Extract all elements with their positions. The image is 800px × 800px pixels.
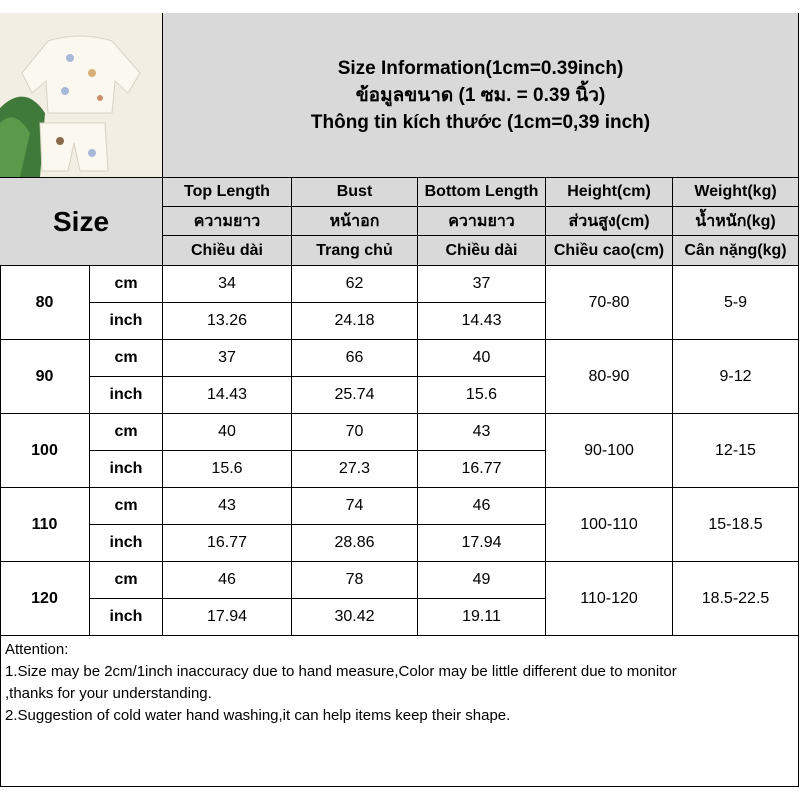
weight-range: 5-9	[673, 266, 799, 340]
column-header-1-english: Top Length	[163, 178, 292, 207]
measurement-cm: 40	[418, 340, 546, 377]
product-photo	[0, 13, 163, 178]
notes-title: Attention:	[5, 641, 69, 658]
measurement-inch: 14.43	[163, 377, 292, 414]
column-header-5-english: Weight(kg)	[673, 178, 799, 207]
height-range: 80-90	[546, 340, 673, 414]
measurement-cm: 37	[418, 266, 546, 303]
notes-line-1: 1.Size may be 2cm/1inch inaccuracy due to hand measure,Color may be little different due to monitor	[5, 663, 677, 680]
size-column-header: Size	[0, 178, 163, 266]
info-line-thai: ข้อมูลขนาด (1 ซม. = 0.39 นิ้ว)	[355, 84, 606, 106]
weight-range: 9-12	[673, 340, 799, 414]
unit-label-cm: cm	[90, 266, 163, 303]
height-range: 100-110	[546, 488, 673, 562]
column-header-5-vietnamese: Cân nặng(kg)	[673, 236, 799, 266]
size-label: 80	[0, 266, 90, 340]
column-header-2-english: Bust	[292, 178, 418, 207]
measurement-cm: 49	[418, 562, 546, 599]
measurement-inch: 16.77	[163, 525, 292, 562]
column-header-2-thai: หน้าอก	[292, 207, 418, 236]
measurement-cm: 43	[163, 488, 292, 525]
column-header-2-vietnamese: Trang chủ	[292, 236, 418, 266]
measurement-inch: 16.77	[418, 451, 546, 488]
column-header-4-vietnamese: Chiều cao(cm)	[546, 236, 673, 266]
measurement-inch: 17.94	[163, 599, 292, 636]
measurement-cm: 46	[418, 488, 546, 525]
pajama-set-image	[0, 13, 162, 177]
unit-label-inch: inch	[90, 451, 163, 488]
notes-line-1-continued: ,thanks for your understanding.	[5, 685, 212, 702]
measurement-inch: 14.43	[418, 303, 546, 340]
column-header-3-english: Bottom Length	[418, 178, 546, 207]
column-header-3-thai: ความยาว	[418, 207, 546, 236]
unit-label-cm: cm	[90, 414, 163, 451]
measurement-cm: 34	[163, 266, 292, 303]
attention-notes	[0, 636, 799, 787]
measurement-cm: 40	[163, 414, 292, 451]
measurement-cm: 70	[292, 414, 418, 451]
column-header-1-vietnamese: Chiều dài	[163, 236, 292, 266]
measurement-cm: 37	[163, 340, 292, 377]
measurement-cm: 62	[292, 266, 418, 303]
measurement-cm: 46	[163, 562, 292, 599]
measurement-inch: 19.11	[418, 599, 546, 636]
height-range: 70-80	[546, 266, 673, 340]
measurement-inch: 27.3	[292, 451, 418, 488]
measurement-inch: 15.6	[418, 377, 546, 414]
measurement-inch: 24.18	[292, 303, 418, 340]
height-range: 90-100	[546, 414, 673, 488]
info-line-english: Size Information(1cm=0.39inch)	[337, 57, 624, 79]
measurement-inch: 28.86	[292, 525, 418, 562]
size-label: 90	[0, 340, 90, 414]
size-label: 120	[0, 562, 90, 636]
measurement-cm: 74	[292, 488, 418, 525]
info-line-vietnamese: Thông tin kích thước (1cm=0,39 inch)	[310, 111, 651, 133]
size-label: 110	[0, 488, 90, 562]
column-header-4-english: Height(cm)	[546, 178, 673, 207]
measurement-inch: 17.94	[418, 525, 546, 562]
measurement-inch: 15.6	[163, 451, 292, 488]
size-label: 100	[0, 414, 90, 488]
unit-label-inch: inch	[90, 599, 163, 636]
unit-label-inch: inch	[90, 525, 163, 562]
unit-label-inch: inch	[90, 377, 163, 414]
column-header-5-thai: น้ำหนัก(kg)	[673, 207, 799, 236]
measurement-inch: 13.26	[163, 303, 292, 340]
unit-label-cm: cm	[90, 562, 163, 599]
measurement-inch: 30.42	[292, 599, 418, 636]
height-range: 110-120	[546, 562, 673, 636]
weight-range: 15-18.5	[673, 488, 799, 562]
weight-range: 12-15	[673, 414, 799, 488]
unit-label-cm: cm	[90, 488, 163, 525]
column-header-3-vietnamese: Chiều dài	[418, 236, 546, 266]
unit-label-cm: cm	[90, 340, 163, 377]
notes-line-2: 2.Suggestion of cold water hand washing,it can help items keep their shape.	[5, 707, 511, 724]
measurement-inch: 25.74	[292, 377, 418, 414]
weight-range: 18.5-22.5	[673, 562, 799, 636]
measurement-cm: 43	[418, 414, 546, 451]
size-information-header	[163, 13, 799, 178]
column-header-4-thai: ส่วนสูง(cm)	[546, 207, 673, 236]
unit-label-inch: inch	[90, 303, 163, 340]
column-header-1-thai: ความยาว	[163, 207, 292, 236]
measurement-cm: 78	[292, 562, 418, 599]
measurement-cm: 66	[292, 340, 418, 377]
